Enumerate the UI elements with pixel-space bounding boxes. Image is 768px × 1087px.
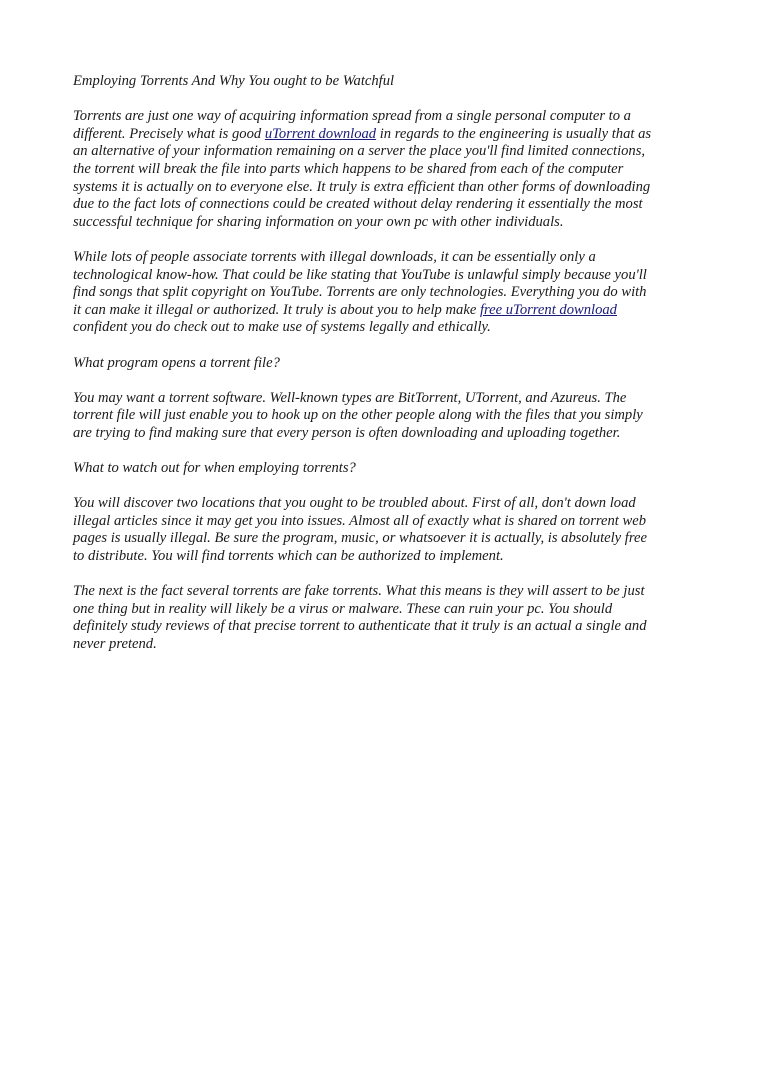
text-line: illegal articles since it may get you into issues. Almost all of exactly what is shared on torrent web xyxy=(73,512,647,529)
paragraph-intro xyxy=(73,108,693,231)
paragraph-legality xyxy=(73,249,693,337)
document-body xyxy=(73,73,693,671)
text-line: systems it is actually on to everyone else. It truly is extra efficient than other forms of downloading xyxy=(73,178,651,195)
text-line: successful technique for sharing information on your own pc with other individuals. xyxy=(73,213,564,230)
text-line: find songs that split copyright on YouTube. Torrents are only technologies. Everything you do with xyxy=(73,284,647,301)
text-line: to distribute. You will find torrents which can be authorized to implement. xyxy=(73,548,504,565)
text-line: never pretend. xyxy=(73,636,157,652)
text-line: one thing but in reality will likely be a virus or malware. These can ruin your pc. You should xyxy=(73,600,613,617)
text-line: You will discover two locations that you ought to be troubled about. First of all, don't down load xyxy=(73,495,636,512)
text-line: due to the fact lots of connections could be created without delay rendering it essentially the most xyxy=(73,196,643,213)
document-title: Employing Torrents And Why You ought to be Watchful xyxy=(73,73,395,89)
text-line xyxy=(73,126,693,144)
free-utorrent-download-link[interactable]: free uTorrent download xyxy=(479,301,617,318)
text-fragment: in regards to the engineering is usually that as xyxy=(376,125,652,142)
text-line: Torrents are just one way of acquiring information spread from a single personal computer to a xyxy=(73,108,631,125)
text-fragment: it can make it illegal or authorized. It truly is about you to help make xyxy=(73,301,480,318)
paragraph-program xyxy=(73,390,693,443)
text-line: torrent file will just enable you to hook up on the other people along with the files that you simply xyxy=(73,407,643,424)
text-line: are trying to find making sure that every person is often downloading and uploading together. xyxy=(73,424,621,441)
text-line: an alternative of your information remaining on a server the place you'll find limited connections, xyxy=(73,143,646,160)
text-line: While lots of people associate torrents with illegal downloads, it can be essentially only a xyxy=(73,248,596,265)
text-fragment: different. Precisely what is good xyxy=(73,125,265,142)
text-line: technological know-how. That could be like stating that YouTube is unlawful simply because you'll xyxy=(73,266,647,283)
text-line xyxy=(73,302,693,320)
text-line: the torrent will break the file into parts which happens to be shared from each of the computer xyxy=(73,160,624,177)
section-heading-program: What program opens a torrent file? xyxy=(73,354,280,371)
section-heading-watch-out: What to watch out for when employing torrents? xyxy=(73,460,356,477)
text-line: pages is usually illegal. Be sure the program, music, or whatsoever it is actually, is absolutely free xyxy=(73,530,647,547)
paragraph-locations xyxy=(73,495,693,565)
text-line: You may want a torrent software. Well-known types are BitTorrent, UTorrent, and Azureus. The xyxy=(73,389,627,406)
text-line: confident you do check out to make use of systems legally and ethically. xyxy=(73,319,491,336)
utorrent-download-link[interactable]: uTorrent download xyxy=(264,125,377,142)
text-line: The next is the fact several torrents are fake torrents. What this means is they will assert to be just xyxy=(73,583,645,600)
paragraph-fake-torrents xyxy=(73,583,693,653)
text-line: definitely study reviews of that precise torrent to authenticate that it truly is an actual a single and xyxy=(73,618,647,635)
